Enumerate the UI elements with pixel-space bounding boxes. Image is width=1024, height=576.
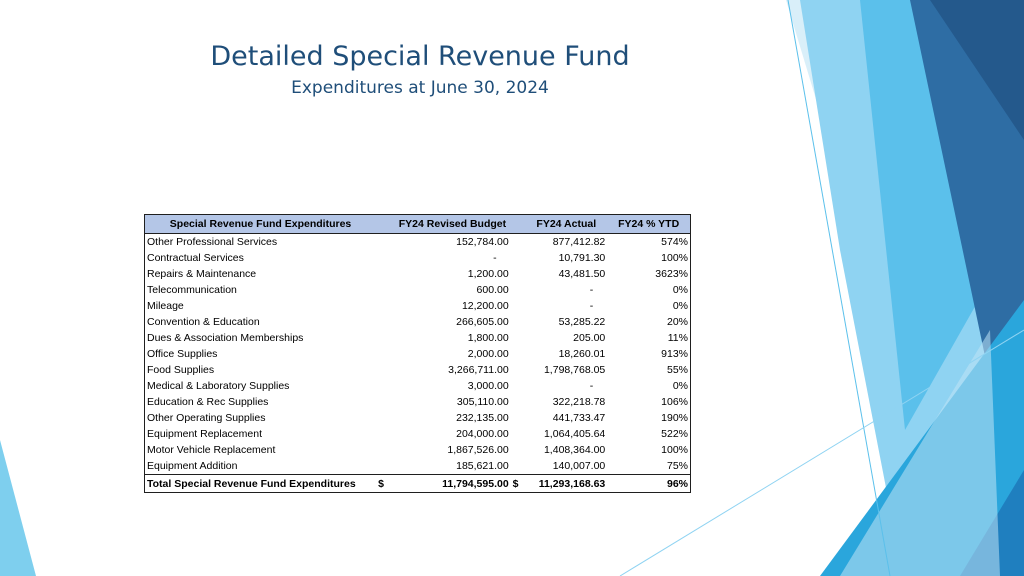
row-budget: 2,000.00 [467,348,509,360]
row-spacer [511,266,526,282]
row-actual: 18,260.01 [558,348,606,360]
row-spacer [511,362,526,378]
total-budget: 11,794,595.00 [394,475,510,493]
row-spacer [511,330,526,346]
row-budget: 232,135.00 [456,412,509,424]
row-pct: 574% [661,236,688,248]
row-actual: 877,412.82 [552,236,606,248]
row-actual: - [589,380,594,392]
header-name: Special Revenue Fund Expenditures [145,215,377,234]
row-name: Equipment Addition [147,460,238,472]
row-spacer [511,394,526,410]
row-actual: 43,481.50 [558,268,606,280]
header-actual: FY24 Actual [525,215,607,234]
total-dollar-budget: $ [376,475,394,493]
slide-subtitle: Expenditures at June 30, 2024 [291,78,549,98]
row-pct: 0% [672,380,688,392]
row-spacer [511,346,526,362]
row-budget: 1,867,526.00 [447,444,509,456]
header-pct: FY24 % YTD [607,215,690,234]
row-pct: 100% [661,444,688,456]
row-budget: 3,266,711.00 [448,364,509,376]
row-actual: 1,408,364.00 [543,444,606,456]
row-pct: 11% [667,332,688,344]
row-name: Telecommunication [147,284,237,296]
row-pct: 190% [661,412,688,424]
row-pct: 20% [666,316,688,328]
row-actual: 205.00 [573,332,606,344]
row-spacer [376,378,394,394]
table-row [145,346,691,362]
row-budget: 3,000.00 [467,380,509,392]
row-actual: 10,791.30 [558,252,606,264]
row-name: Motor Vehicle Replacement [147,444,276,456]
row-actual: 53,285.22 [558,316,606,328]
table-row [145,298,691,314]
total-row [145,475,691,493]
row-budget: 204,000.00 [456,428,509,440]
table-row [145,378,691,394]
row-actual: 322,218.78 [552,396,606,408]
row-name: Education & Rec Supplies [147,396,269,408]
table-row [145,250,691,266]
total-actual: 11,293,168.63 [525,475,607,493]
row-budget: 185,621.00 [456,460,509,472]
row-name: Equipment Replacement [147,428,262,440]
row-spacer [376,458,394,475]
row-name: Repairs & Maintenance [147,268,257,280]
row-name: Dues & Association Memberships [147,332,304,344]
table-header-row [145,215,691,234]
row-spacer [511,234,526,251]
row-spacer [376,266,394,282]
row-spacer [511,314,526,330]
row-name: Office Supplies [147,348,218,360]
row-name: Food Supplies [147,364,215,376]
row-budget: 1,200.00 [467,268,509,280]
table-row [145,330,691,346]
table-row [145,426,691,442]
row-actual: - [589,300,594,312]
table-row [145,410,691,426]
row-spacer [376,330,394,346]
row-spacer [376,362,394,378]
row-spacer [376,442,394,458]
row-spacer [511,442,526,458]
row-name: Mileage [147,300,184,312]
row-pct: 55% [666,364,688,376]
expenditures-table [144,214,691,493]
row-name: Other Professional Services [147,236,278,248]
header-budget: FY24 Revised Budget [394,215,510,234]
row-spacer [511,282,526,298]
row-name: Other Operating Supplies [147,412,266,424]
row-spacer [376,426,394,442]
row-spacer [376,298,394,314]
table-row [145,282,691,298]
row-budget: 305,110.00 [456,396,509,408]
row-actual: - [589,284,594,296]
table-row [145,394,691,410]
row-pct: 3623% [655,268,688,280]
total-label: Total Special Revenue Fund Expenditures [145,475,377,493]
table-row [145,458,691,475]
row-actual: 1,798,768.05 [543,364,606,376]
row-pct: 100% [661,252,688,264]
row-spacer [376,234,394,251]
row-actual: 140,007.00 [552,460,606,472]
row-spacer [376,250,394,266]
total-dollar-actual: $ [511,475,526,493]
row-spacer [511,378,526,394]
row-pct: 0% [672,300,688,312]
row-spacer [376,282,394,298]
row-budget: - [493,252,497,264]
row-budget: 1,800.00 [467,332,509,344]
left-accent-shape [0,440,36,576]
row-name: Convention & Education [147,316,260,328]
row-pct: 522% [661,428,688,440]
row-spacer [376,314,394,330]
slide-title: Detailed Special Revenue Fund [210,41,630,72]
row-actual: 1,064,405.64 [543,428,606,440]
row-budget: 12,200.00 [461,300,509,312]
row-spacer [511,426,526,442]
row-pct: 913% [661,348,688,360]
table-row [145,442,691,458]
row-spacer [376,410,394,426]
total-pct: 96% [607,475,690,493]
table-row [145,234,691,251]
header-spacer [376,215,394,234]
row-pct: 0% [672,284,688,296]
row-name: Contractual Services [147,252,244,264]
table-row [145,266,691,282]
title-block [140,40,700,98]
table-row [145,314,691,330]
row-name: Medical & Laboratory Supplies [147,380,290,392]
row-budget: 266,605.00 [456,316,509,328]
row-pct: 106% [661,396,688,408]
row-pct: 75% [666,460,688,472]
row-spacer [511,250,526,266]
table-row [145,362,691,378]
row-budget: 600.00 [476,284,509,296]
row-actual: 441,733.47 [552,412,606,424]
row-budget: 152,784.00 [456,236,509,248]
row-spacer [511,410,526,426]
header-spacer [511,215,526,234]
row-spacer [376,394,394,410]
row-spacer [511,298,526,314]
row-spacer [376,346,394,362]
row-spacer [511,458,526,475]
